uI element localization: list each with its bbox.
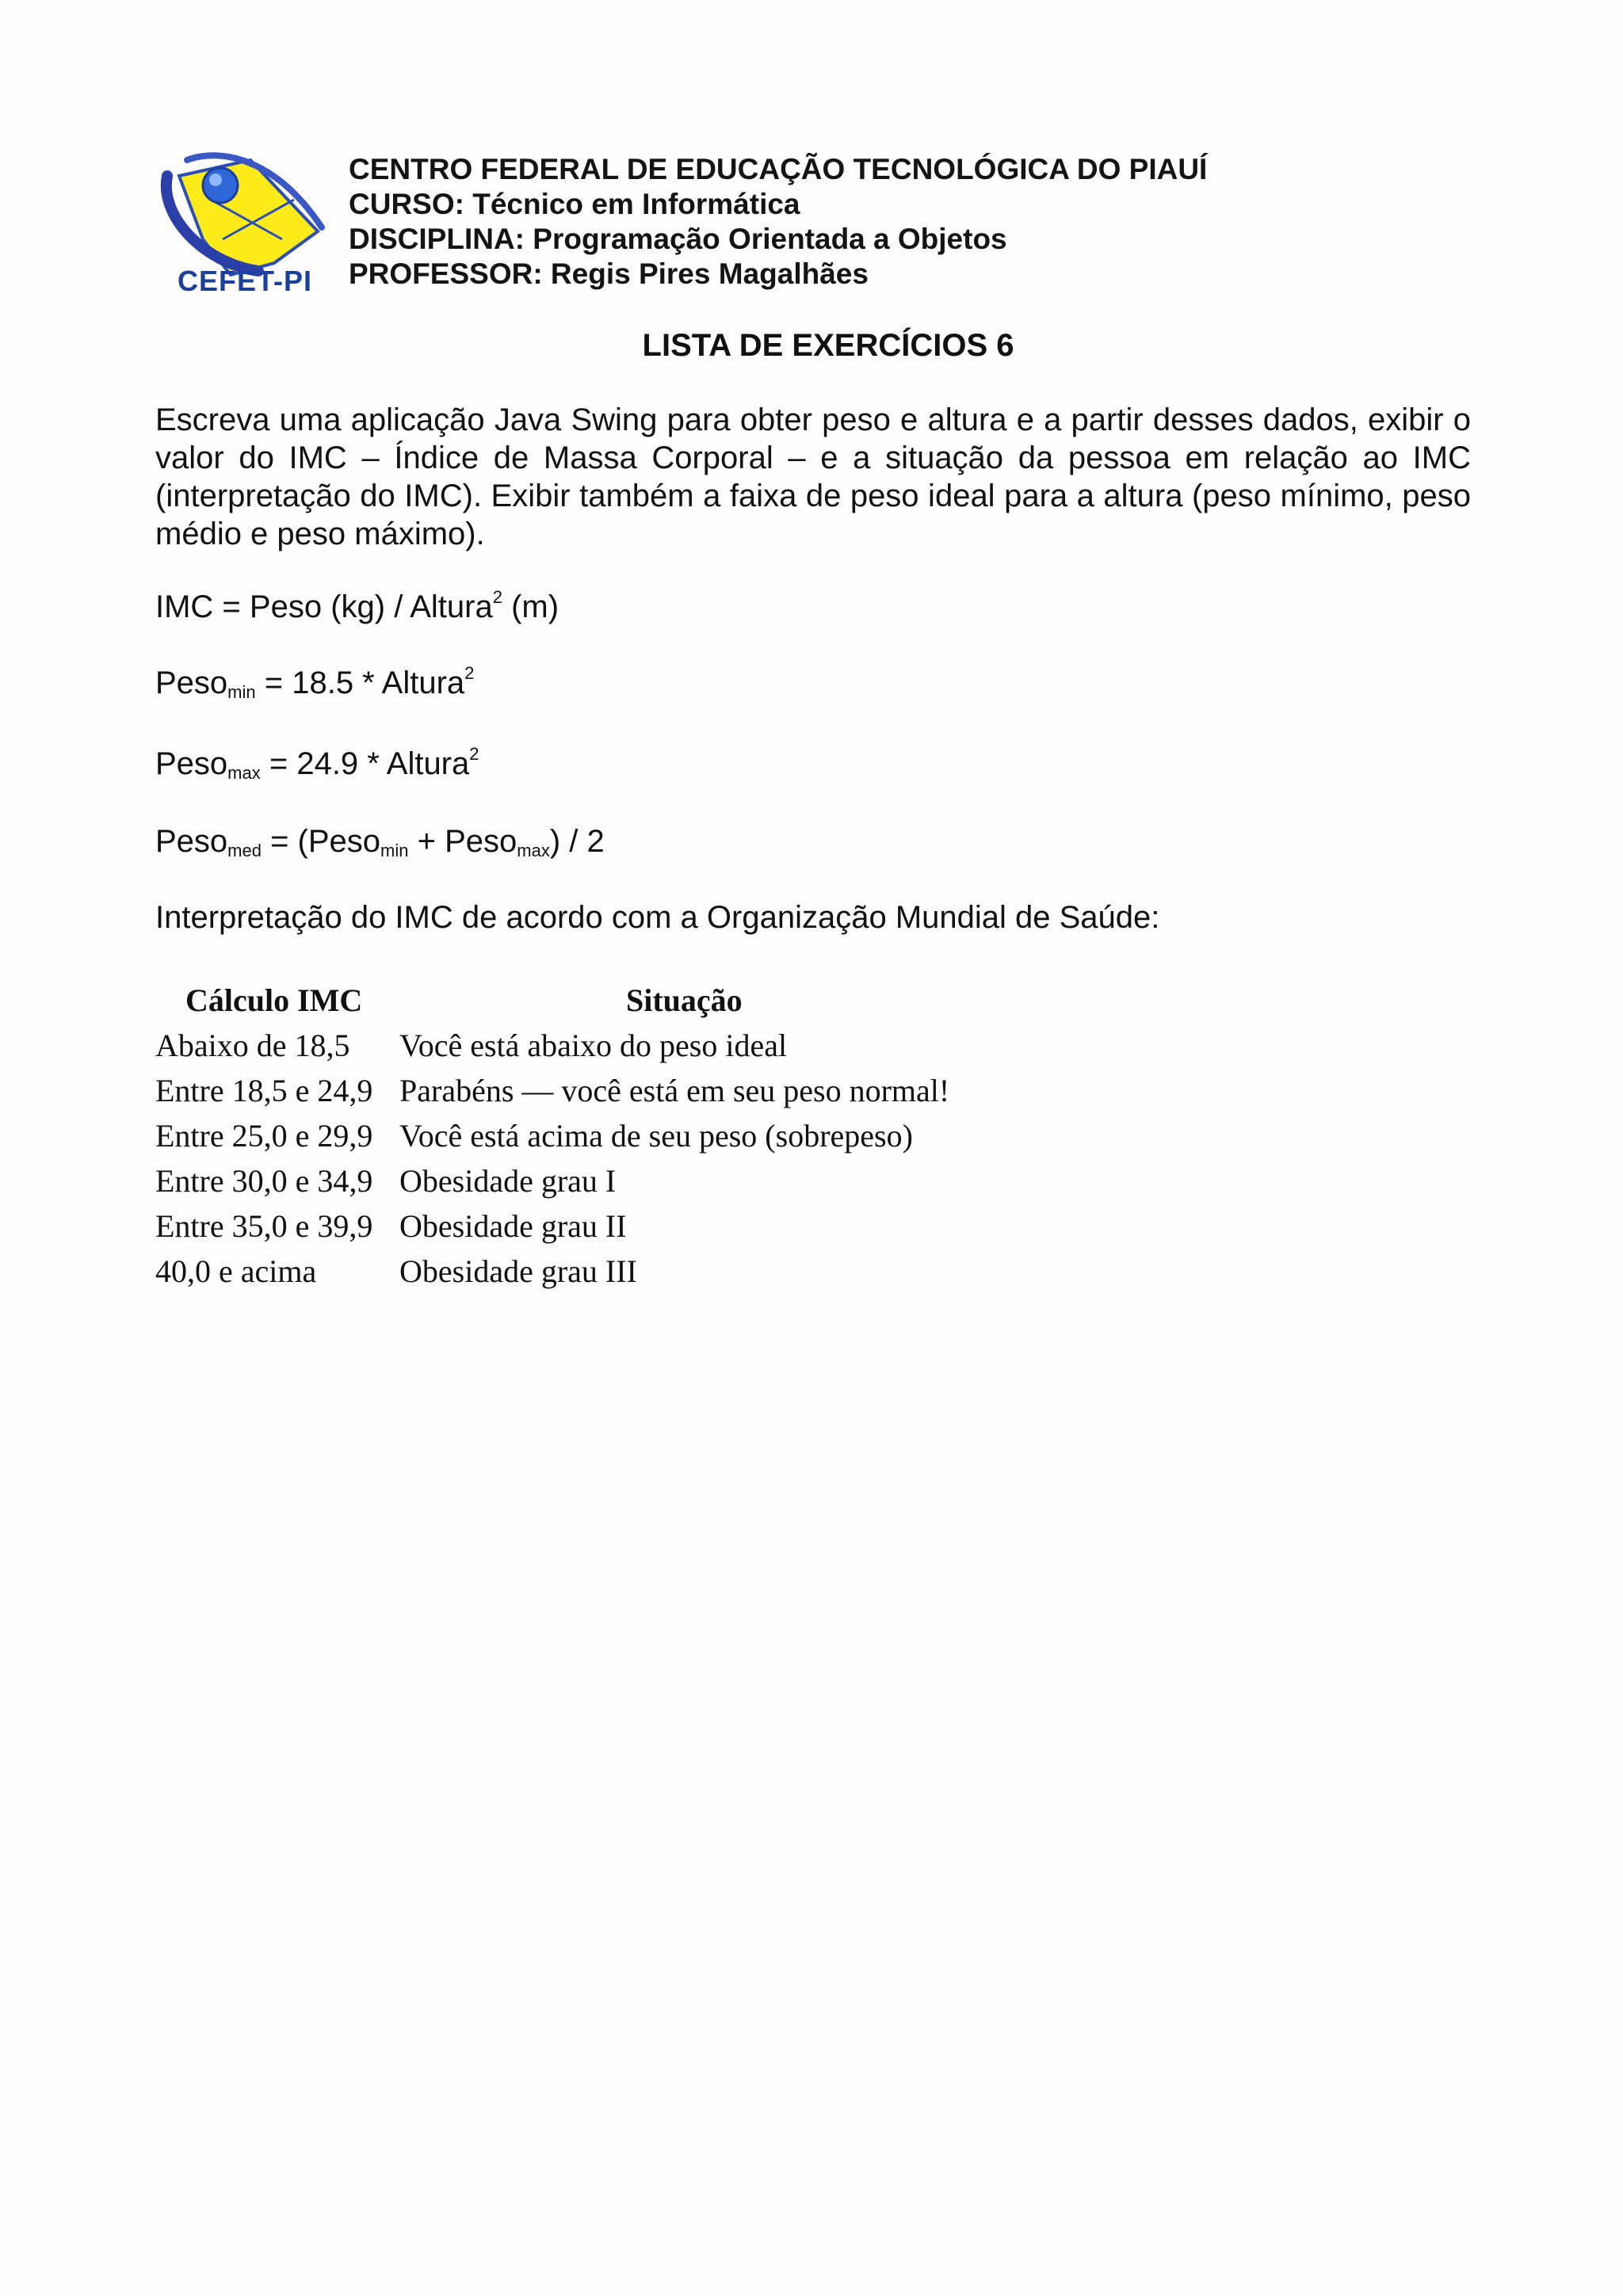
logo-text: CEFET-PI — [178, 265, 313, 297]
column-header-imc: Cálculo IMC — [185, 982, 363, 1018]
table-row — [155, 1068, 1002, 1113]
formula-max-base: Peso — [155, 746, 228, 781]
formula-imc-unit: (m) — [502, 589, 559, 624]
table-row — [155, 1203, 1002, 1249]
document-title: LISTA DE EXERCÍCIOS 6 — [642, 328, 1014, 363]
oms-interpretation-text: Interpretação do IMC de acordo com a Organização Mundial de Saúde: — [155, 900, 1160, 935]
formula-peso-max — [155, 746, 479, 782]
formula-max-exponent: 2 — [469, 744, 479, 764]
situation: Parabéns — você está em seu peso normal! — [399, 1073, 950, 1108]
formula-min-exponent: 2 — [464, 663, 475, 683]
situation: Você está abaixo do peso ideal — [399, 1028, 788, 1063]
formula-peso-med — [155, 824, 605, 860]
situation: Você está acima de seu peso (sobrepeso) — [399, 1118, 913, 1154]
formula-med-part-c: ) / 2 — [549, 824, 605, 859]
table-row — [155, 1113, 1002, 1158]
formula-med-subscript-min: min — [380, 841, 409, 860]
header-block — [349, 152, 1207, 292]
formula-med-part-b: + Peso — [408, 824, 517, 859]
imc-range: 40,0 e acima — [155, 1253, 317, 1289]
situation: Obesidade grau III — [399, 1253, 637, 1289]
formula-min-base: Peso — [155, 666, 228, 700]
institution-name: CENTRO FEDERAL DE EDUCAÇÃO TECNOLÓGICA DO PIAUÍ — [349, 153, 1208, 185]
formula-min-subscript: min — [227, 682, 256, 702]
table-row — [155, 1158, 1002, 1203]
discipline-line: DISCIPLINA: Programação Orientada a Objetos — [349, 223, 1007, 255]
formula-med-subscript: med — [227, 841, 262, 860]
professor-line: PROFESSOR: Regis Pires Magalhães — [349, 257, 869, 290]
formula-max-subscript: max — [227, 763, 261, 783]
formula-med-base: Peso — [155, 824, 228, 859]
imc-range: Entre 35,0 e 39,9 — [155, 1208, 373, 1244]
table-row — [155, 1249, 1002, 1294]
formula-med-subscript-max: max — [517, 841, 550, 860]
table-header-row — [155, 978, 1002, 1023]
formula-imc-text: IMC = Peso (kg) / Altura — [155, 589, 493, 624]
formula-max-expression: = 24.9 * Altura — [260, 746, 470, 781]
imc-range: Abaixo de 18,5 — [155, 1028, 350, 1063]
formula-imc — [155, 589, 559, 625]
imc-table — [155, 978, 1002, 1294]
imc-range: Entre 25,0 e 29,9 — [155, 1118, 373, 1154]
formula-min-expression: = 18.5 * Altura — [255, 666, 465, 700]
formula-med-part-a: = (Peso — [261, 824, 381, 859]
formula-imc-exponent: 2 — [492, 587, 502, 607]
table-row — [155, 1023, 1002, 1068]
situation: Obesidade grau I — [399, 1163, 617, 1199]
imc-range: Entre 18,5 e 24,9 — [155, 1073, 373, 1108]
situation: Obesidade grau II — [399, 1208, 627, 1244]
course-line: CURSO: Técnico em Informática — [349, 188, 800, 220]
document-title-wrap — [0, 328, 1623, 364]
formula-peso-min — [155, 663, 475, 702]
imc-range: Entre 30,0 e 34,9 — [155, 1163, 373, 1199]
exercise-description: Escreva uma aplicação Java Swing para obter peso e altura e a partir desses dados, exibir o valor do IMC – Índice de Massa Corporal – e a situação da pessoa em relação ao IMC (interpretação do IMC). Exibir também a faixa de peso ideal para a altura (peso mínimo, peso médio e peso máximo). — [155, 402, 1471, 551]
column-header-situacao: Situação — [626, 982, 743, 1018]
